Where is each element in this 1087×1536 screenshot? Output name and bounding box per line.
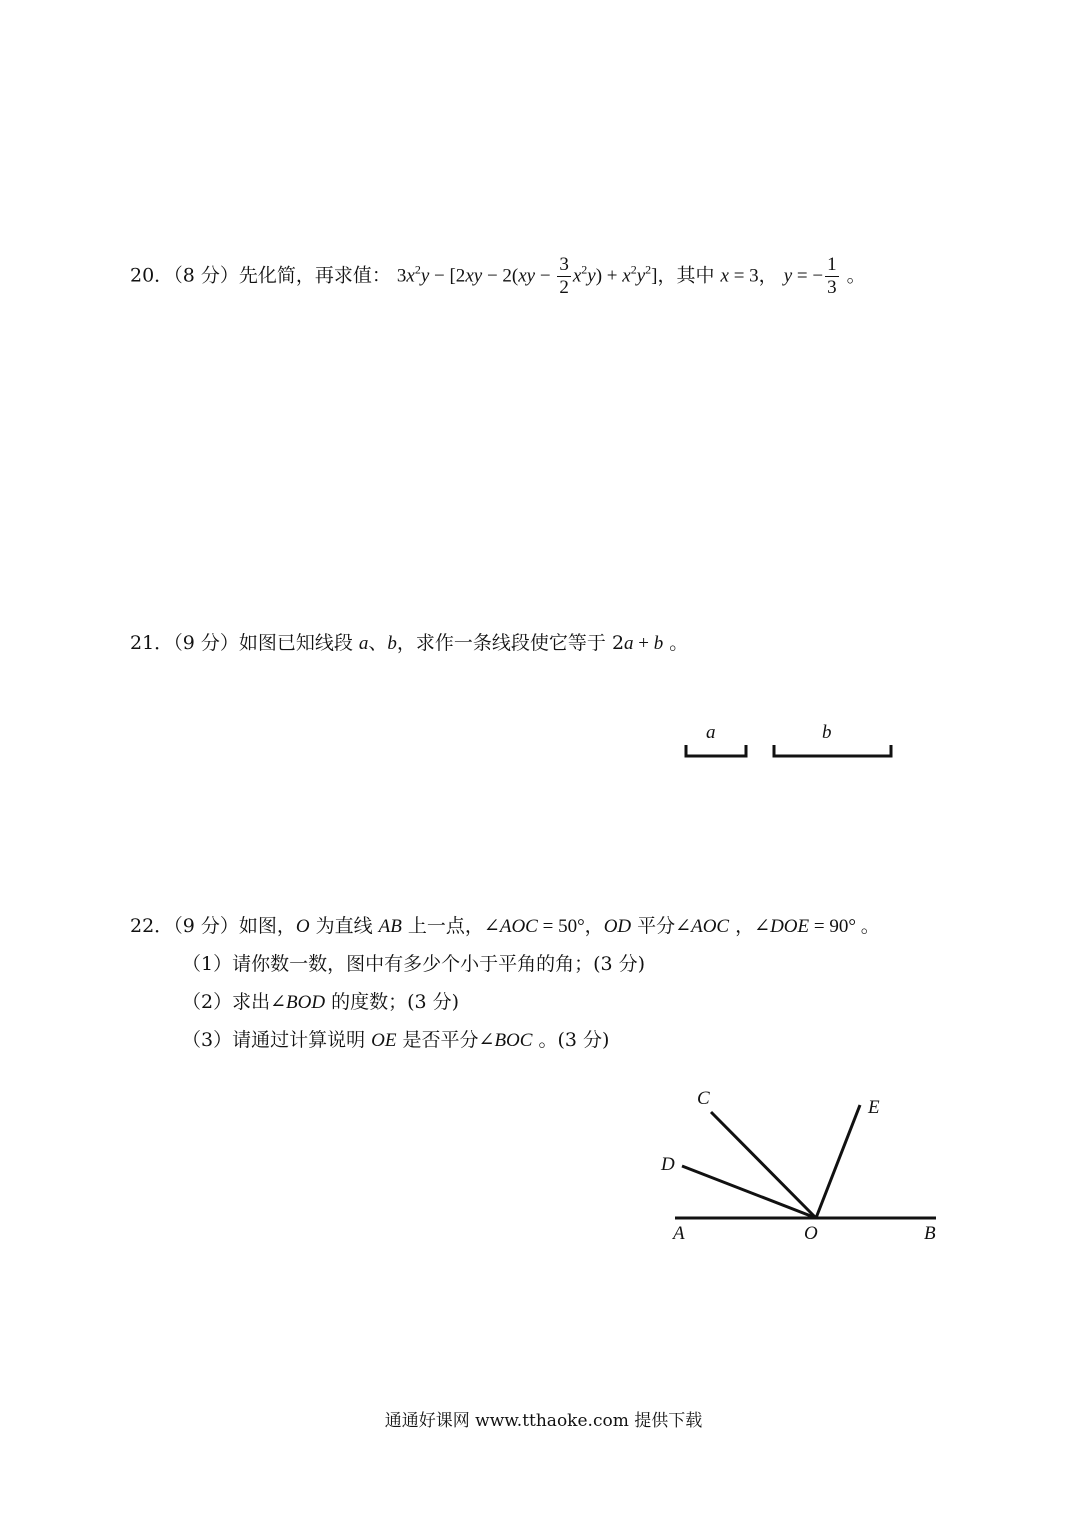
angle-figure (640, 1075, 960, 1255)
q22-sub-3: （3）请通过计算说明 OE 是否平分∠BOC 。(3 分) (182, 1029, 610, 1051)
segment-b (774, 745, 891, 756)
segment-a-label: a (706, 722, 716, 743)
segment-b-label: b (822, 722, 832, 743)
ray-OE (816, 1105, 860, 1218)
segments-figure (670, 715, 910, 775)
label-C: C (697, 1088, 710, 1109)
label-E: E (868, 1097, 880, 1118)
q22-sub-1: （1）请你数一数，图中有多少个小于平角的角；(3 分) (182, 953, 646, 975)
q20-instruction: 先化简，再求值： (238, 264, 391, 287)
question-20: 20．（8 分）先化简，再求值： $3x^2y - [2xy - 2(xy$ − $\frac{3}{2}$ $x^2y) + x^2y^2$]，其中 x = 3， y = − $\frac{1}{3}$ 。 (130, 254, 866, 298)
label-A: A (673, 1223, 685, 1244)
q20-fraction: $\frac{3}{2}$ (559, 254, 569, 298)
ray-OD (682, 1166, 816, 1218)
segment-a (686, 745, 746, 756)
question-22: 22．（9 分）如图，O 为直线 AB 上一点，∠AOC = 50°，OD 平分∠AOC ，∠DOE = 90° 。 (130, 915, 880, 937)
q20-number: 20． (130, 264, 174, 287)
q20-y-fraction: $\frac{1}{3}$ (827, 254, 837, 298)
ray-OC (711, 1112, 816, 1218)
footer-source: 通通好课网 www.tthaoke.com 提供下载 (384, 1411, 703, 1431)
q20-score: （8 分） (173, 264, 239, 287)
label-D: D (661, 1154, 675, 1175)
question-21: 21．（9 分）如图已知线段 a、b，求作一条线段使它等于 2a + b 。 (130, 632, 689, 654)
label-O: O (804, 1223, 818, 1244)
q22-sub-2: （2）求出∠BOD 的度数；(3 分) (182, 991, 460, 1013)
label-B: B (924, 1223, 936, 1244)
